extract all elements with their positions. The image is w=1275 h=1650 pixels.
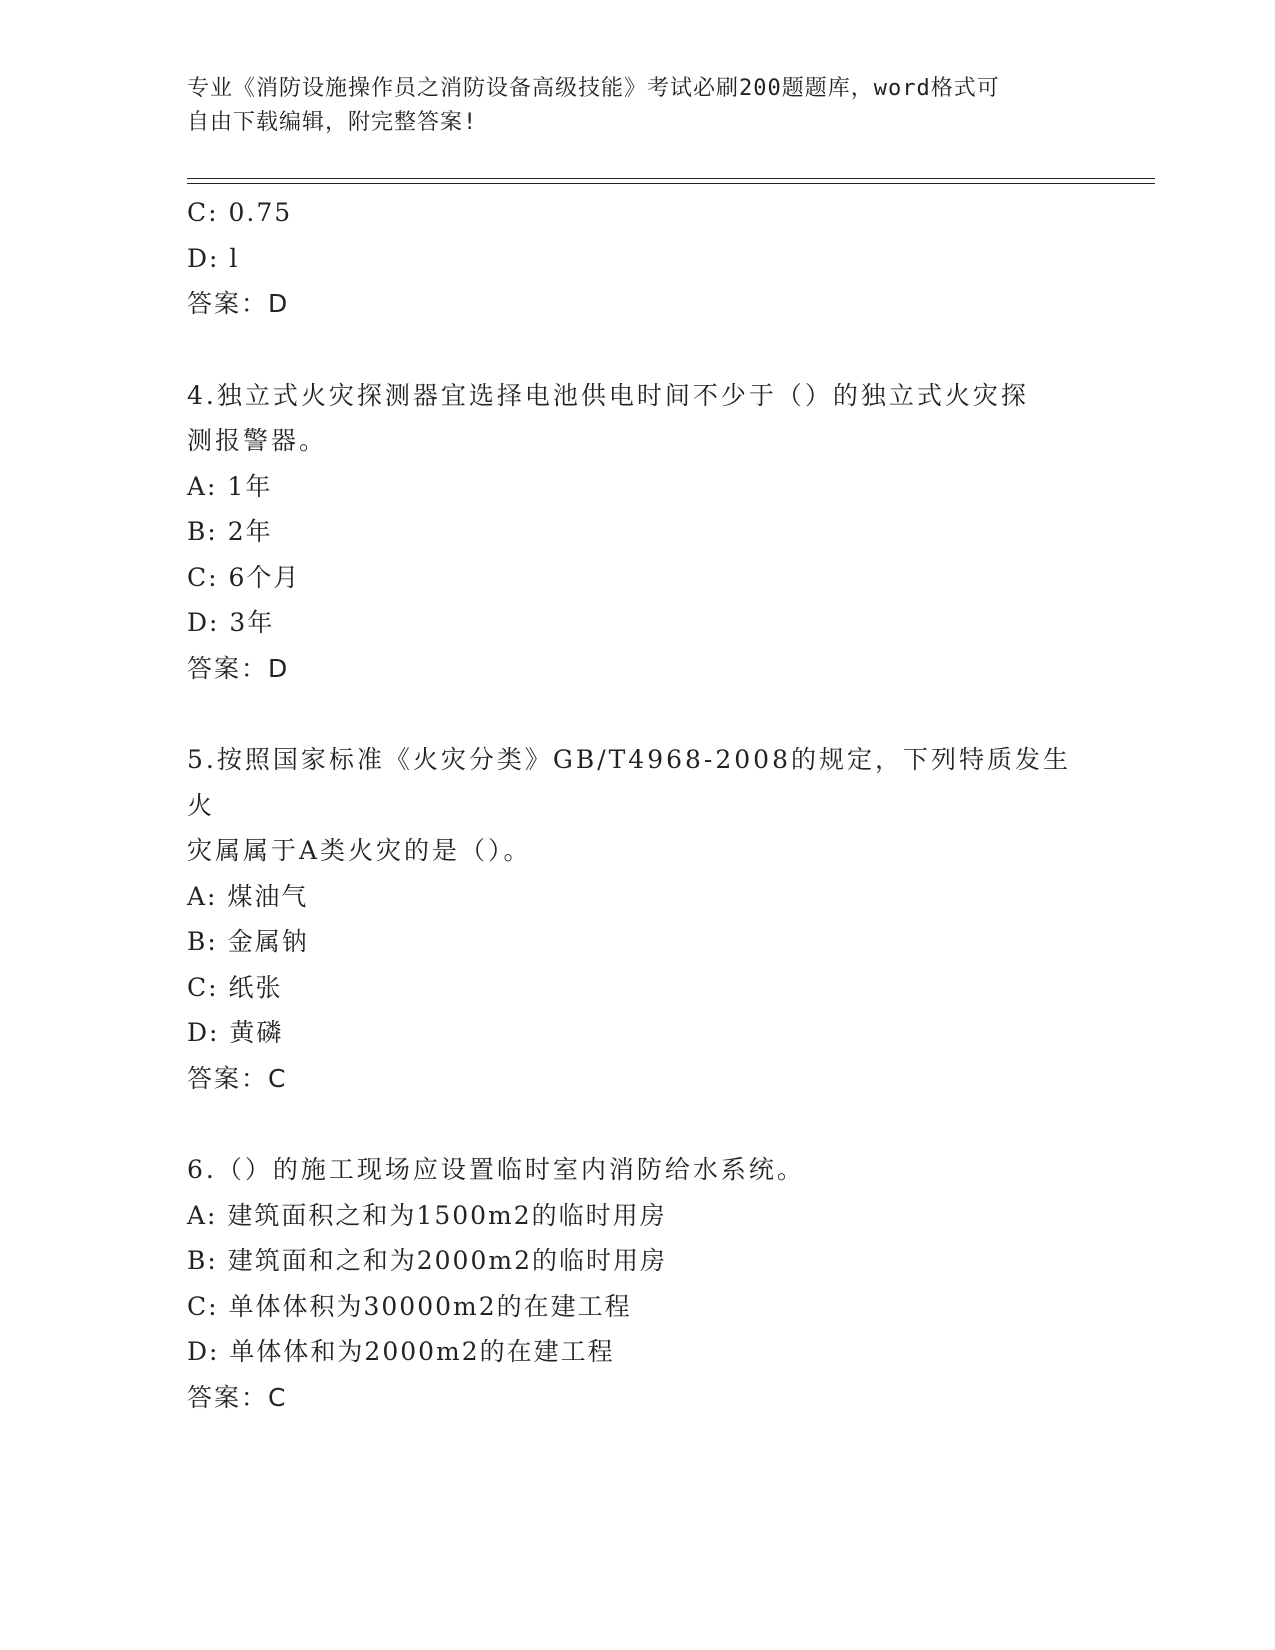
question-5 (187, 737, 1087, 1101)
header-divider-bottom (187, 183, 1155, 184)
question-text-line-2: 测报警器。 (187, 426, 328, 455)
question-text (187, 1147, 1087, 1193)
option-c: C: 单体体积为30000m2的在建工程 (187, 1291, 632, 1321)
answer-line: 答案：D (187, 653, 290, 683)
option-c: C: 0.75 (187, 198, 293, 227)
question-text (187, 737, 1087, 874)
answer-line: 答案：C (187, 1063, 288, 1093)
question-text-line-2: 灾属属于A类火灾的是（）。 (187, 836, 532, 865)
option-d: D: 单体体和为2000m2的在建工程 (187, 1337, 615, 1366)
question-text (187, 373, 1087, 464)
option-b: B: 金属钠 (187, 927, 309, 956)
question-text-line-1: 6.（）的施工现场应设置临时室内消防给水系统。 (187, 1155, 805, 1184)
answer-line: 答案：D (187, 289, 290, 318)
option-c: C: 纸张 (187, 972, 283, 1002)
header-line-1: 专业《消防设施操作员之消防设备高级技能》考试必刷200题题库，word格式可 (187, 76, 1000, 101)
option-a: A: 1年 (187, 471, 273, 501)
header-divider-top (187, 178, 1155, 179)
question-6 (187, 1147, 1087, 1420)
option-b: B: 建筑面和之和为2000m2的临时用房 (187, 1246, 667, 1275)
option-d: D: 黄磷 (187, 1018, 284, 1047)
option-a: A: 建筑面积之和为1500m2的临时用房 (187, 1200, 667, 1230)
option-b: B: 2年 (187, 517, 273, 546)
header-line-2: 自由下载编辑，附完整答案! (187, 110, 478, 135)
option-d: D: l (187, 243, 240, 273)
answer-line: 答案：C (187, 1382, 288, 1412)
question-4 (187, 373, 1087, 692)
question-text-line-1: 5.按照国家标准《火灾分类》GB/T4968-2008的规定，下列特质发生火 (187, 745, 1071, 820)
page-header (187, 72, 1067, 140)
question-3-continuation (187, 190, 1087, 327)
option-a: A: 煤油气 (187, 881, 309, 911)
option-c: C: 6个月 (187, 562, 301, 592)
option-d: D: 3年 (187, 608, 275, 637)
question-text-line-1: 4.独立式火灾探测器宜选择电池供电时间不少于（）的独立式火灾探 (187, 380, 1029, 410)
document-body (187, 190, 1087, 1420)
